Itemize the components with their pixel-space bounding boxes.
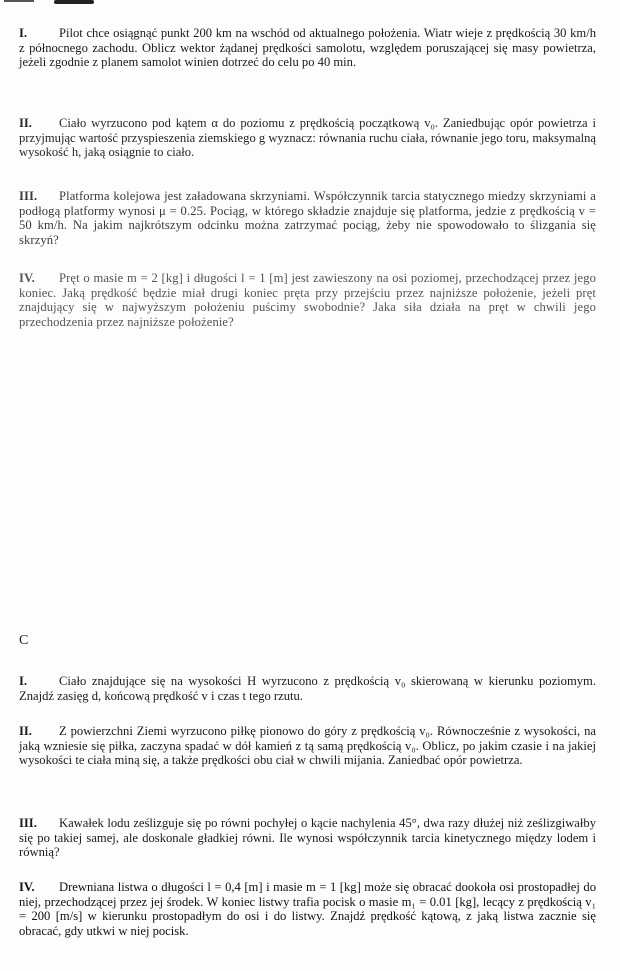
problem-number: II. — [19, 116, 32, 130]
problem-number: IV. — [19, 271, 35, 285]
problem-text: Pilot chce osiągnąć punkt 200 km na wschód od aktualnego położenia. Wiatr wieje z prędkością 30 km/h z północnego zachodu. Oblicz wektor żądanej prędkości samolotu, względem poruszającej się masy powietrza, jeżeli zgodnie z planem samolot winien dotrzeć do celu po 40 min. — [19, 26, 596, 70]
problem-text: Z powierzchni Ziemi wyrzucono piłkę pionowo do góry z prędkością v₀. Równocześnie z wysokości, na jaką wzniesie się piłka, zaczyna spadać w dół kamień z tą samą prędkością v₀. Oblicz, po jakim czasie i na jakiej wysokości te ciała miną się, a także prędkości obu ciał w chwili mijania. Zaniedbać opór powietrza. — [19, 724, 596, 768]
problem-b-3 — [19, 189, 596, 247]
problem-number: I. — [19, 26, 28, 40]
problem-number: III. — [19, 189, 38, 203]
problem-text: Drewniana listwa o długości l = 0,4 [m] i masie m = 1 [kg] może się obracać dookoła osi prostopadłej do niej, przechodzącej przez jej środek. W koniec listwy trafia pocisk o masie m₁ = 0.01 [kg], lecący z prędkością v₁ = 200 [m/s] w kierunku prostopadłym do osi i do listwy. Znajdź prędkość kątową, z jaką listwa zacznie się obracać, gdy utkwi w niej pocisk. — [19, 880, 596, 938]
scan-mark — [54, 0, 94, 4]
problem-c-1 — [19, 674, 596, 703]
problem-b-1 — [19, 26, 596, 70]
problem-b-4 — [19, 271, 596, 329]
problem-number: III. — [19, 816, 37, 830]
problem-c-4 — [19, 880, 596, 938]
problem-text: Ciało wyrzucono pod kątem α do poziomu z prędkością początkową v₀. Zaniedbując opór powietrza i przyjmując wartość przyspieszenia ziemskiego g wyznacz: równania ruchu ciała, równanie jego toru, maksymalną wysokość h, jaką osiągnie to ciało. — [19, 116, 596, 160]
scan-mark-left — [4, 0, 34, 2]
problem-text: Platforma kolejowa jest załadowana skrzyniami. Współczynnik tarcia statycznego miedzy skrzyniami a podłogą platformy wynosi μ = 0.25. Pociąg, w którego składzie znajduje się platforma, jedzie z prędkością v = 50 km/h. Na jakim najkrótszym odcinku można zatrzymać pociąg, żeby nie spowodowało to ślizgania się skrzyń? — [19, 189, 596, 247]
problem-text: Kawałek lodu ześlizguje się po równi pochyłej o kącie nachylenia 45°, dwa razy dłużej niż ześlizgiwałby się po takiej samej, ale doskonale gładkiej równi. Ile wynosi współczynnik tarcia kinetycznego między lodem i równią? — [19, 816, 596, 860]
problem-c-2 — [19, 724, 596, 768]
problem-number: I. — [19, 674, 28, 688]
problem-number: IV. — [19, 880, 35, 894]
section-label: C — [19, 633, 29, 648]
problem-number: II. — [19, 724, 32, 738]
problem-text: Ciało znajdujące się na wysokości H wyrzucono z prędkością v₀ skierowaną w kierunku poziomym. Znajdź zasięg d, końcową prędkość v i czas t tego rzutu. — [19, 674, 596, 703]
problem-text: Pręt o masie m = 2 [kg] i długości l = 1 [m] jest zawieszony na osi poziomej, przechodzącej przez jego koniec. Jaką prędkość będzie miał drugi koniec pręta przy przejściu przez najniższe położenie, jeżeli pręt znajdujący się w najwyższym położeniu puścimy swobodnie? Jaka siła działa na pręt w chwili jego przechodzenia przez najniższe położenie? — [19, 271, 596, 329]
problem-b-2 — [19, 116, 596, 160]
problem-c-3 — [19, 816, 596, 860]
